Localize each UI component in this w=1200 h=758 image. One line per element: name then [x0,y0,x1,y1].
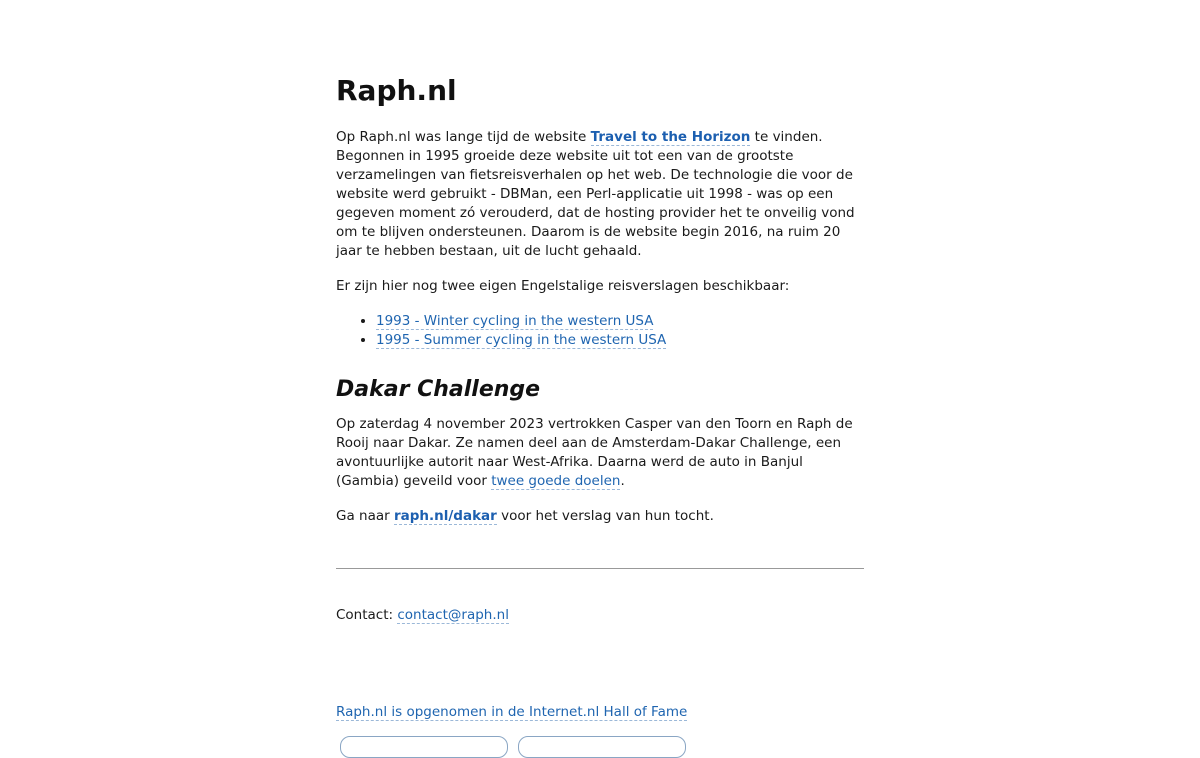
page-title: Raph.nl [336,74,457,107]
contact-email-link[interactable]: contact@raph.nl [397,607,509,623]
raph-dakar-link[interactable]: raph.nl/dakar [393,508,497,524]
badge-right[interactable] [518,736,686,758]
dakar-text-end: . [620,473,625,489]
badges-row [340,736,868,746]
dakar-paragraph [336,415,864,491]
reports-lead: Er zijn hier nog twee eigen Engelstalige reisverslagen beschikbaar: [336,278,790,294]
travel-to-the-horizon-link[interactable]: Travel to the Horizon [590,129,751,145]
divider [336,568,864,569]
reports-list [336,312,864,350]
hall-of-fame-line [336,703,864,722]
intro-text-after: te vinden. Begonnen in 1995 groeide deze website uit tot een van de grootste verzamelingen van fietsreisverhalen op het web. De technologie die voor de website werd gebruikt - DBMan, een Perl-applicatie uit 1998 - was op een gegeven moment zó verouderd, dat de hosting provider het te onveilig vond om te blijven ondersteunen. Daarom is de website begin 2016, na ruim 20 jaar te hebben bestaan, uit de lucht gehaald. [336,129,855,259]
list-item [376,312,864,331]
intro-text-before: Op Raph.nl was lange tijd de website [336,129,591,145]
contact-line [336,606,864,625]
contact-label: Contact: [336,607,398,623]
report-1995-link[interactable]: 1995 - Summer cycling in the western USA [376,332,667,348]
dakar-goto-paragraph [336,507,864,526]
badge-left[interactable] [340,736,508,758]
dakar-heading: Dakar Challenge [336,377,541,402]
dakar-text: Op zaterdag 4 november 2023 vertrokken Casper van den Toorn en Raph de Rooij naar Dakar. Ze namen deel aan de Amsterdam-Dakar Challenge, een avontuurlijke autorit naar West-Afrika. Daarna werd de auto in Banjul (Gambia) geveild voor [336,416,853,489]
intro-paragraph [336,128,864,261]
goto-text-before: Ga naar [336,508,394,524]
goto-text-after: voor het verslag van hun tocht. [496,508,714,524]
list-item [376,331,864,350]
report-1993-link[interactable]: 1993 - Winter cycling in the western USA [376,313,654,329]
twee-goede-doelen-link[interactable]: twee goede doelen [491,473,621,489]
hall-of-fame-link[interactable]: Raph.nl is opgenomen in de Internet.nl Hall of Fame [336,704,688,720]
